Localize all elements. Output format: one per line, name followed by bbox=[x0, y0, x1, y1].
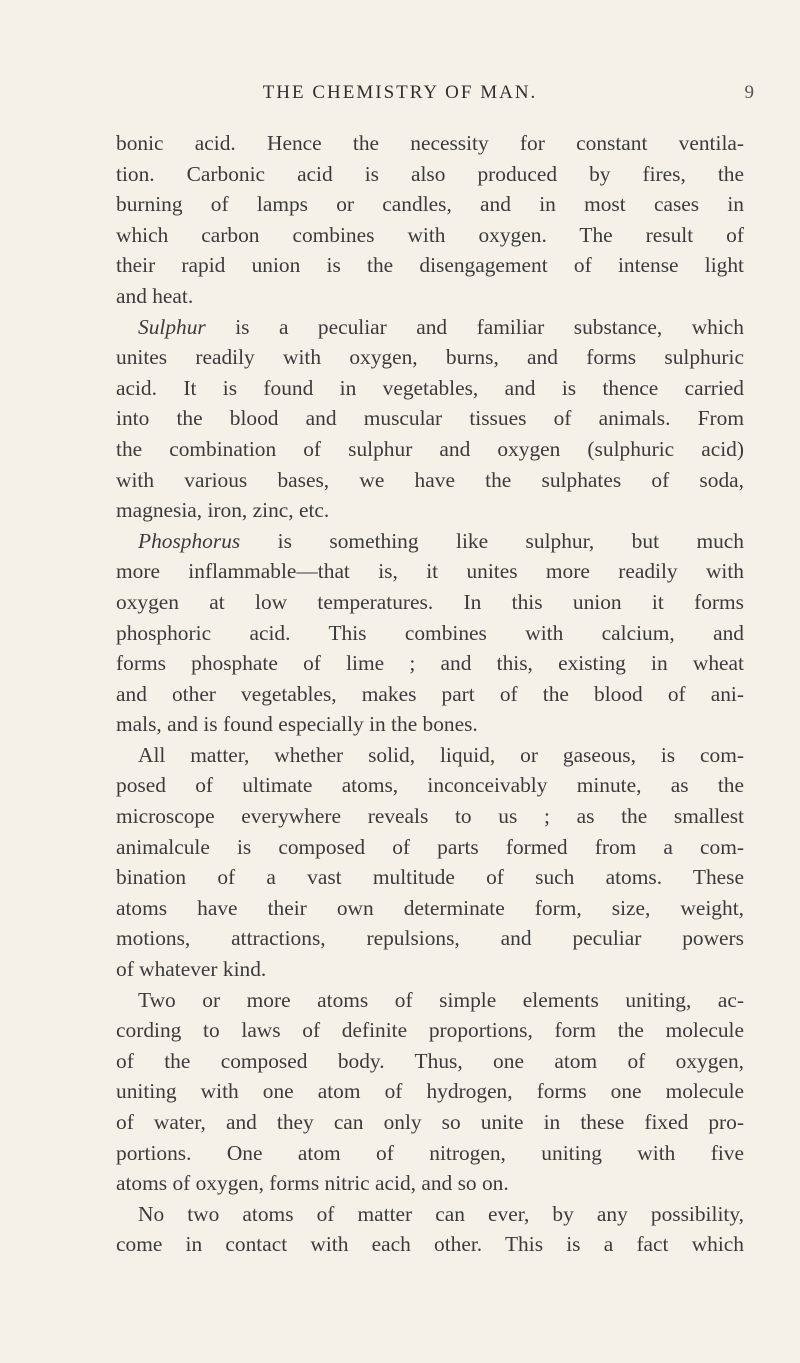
line-text: acid. It is found in vegetables, and is thence carried bbox=[116, 375, 744, 400]
text-line bbox=[116, 465, 744, 496]
text-line bbox=[116, 403, 744, 434]
line-text: microscope everywhere reveals to us ; as the smallest bbox=[116, 804, 744, 829]
text-line bbox=[116, 434, 744, 465]
text-line bbox=[116, 1168, 744, 1199]
text-line bbox=[116, 740, 744, 771]
text-line bbox=[116, 893, 744, 924]
line-text: posed of ultimate atoms, inconceivably minute, as the bbox=[116, 773, 744, 798]
line-text: with various bases, we have the sulphates of soda, bbox=[116, 467, 744, 492]
line-text: the combination of sulphur and oxygen (sulphuric acid) bbox=[116, 436, 744, 461]
line-text: unites readily with oxygen, burns, and forms sulphuric bbox=[116, 345, 744, 370]
line-text: of water, and they can only so unite in these fixed pro- bbox=[116, 1110, 744, 1134]
text-line bbox=[116, 250, 744, 281]
text-line bbox=[116, 648, 744, 679]
line-text: atoms of oxygen, forms nitric acid, and so on. bbox=[116, 1171, 509, 1196]
text-line bbox=[116, 770, 744, 801]
text-line bbox=[116, 189, 744, 220]
text-line bbox=[116, 312, 744, 343]
line-text: animalcule is composed of parts formed from a com- bbox=[116, 834, 744, 859]
line-text: magnesia, iron, zinc, etc. bbox=[116, 498, 330, 523]
text-line bbox=[116, 1015, 744, 1046]
page-number: 9 bbox=[744, 82, 754, 103]
line-text: No two atoms of matter can ever, by any possibility, bbox=[138, 1201, 744, 1226]
running-head-title: THE CHEMISTRY OF MAN. bbox=[262, 82, 538, 103]
line-text: oxygen at low temperatures. In this union it forms bbox=[116, 589, 744, 614]
text-line bbox=[116, 1107, 744, 1138]
text-line bbox=[116, 159, 744, 190]
text-line bbox=[116, 526, 744, 557]
line-text: of the composed body. Thus, one atom of oxygen, bbox=[116, 1048, 744, 1073]
line-text: bonic acid. Hence the necessity for constant ventila- bbox=[116, 131, 744, 155]
line-text: forms phosphate of lime ; and this, existing in wheat bbox=[116, 651, 744, 676]
text-line bbox=[116, 128, 744, 159]
line-text: into the blood and muscular tissues of animals. From bbox=[116, 406, 744, 431]
line-text: All matter, whether solid, liquid, or gaseous, is com- bbox=[138, 742, 744, 767]
text-line bbox=[116, 556, 744, 587]
line-text: burning of lamps or candles, and in most cases in bbox=[116, 192, 744, 217]
text-line bbox=[116, 923, 744, 954]
text-line bbox=[116, 832, 744, 863]
line-text: cording to laws of definite proportions, form the molecule bbox=[116, 1018, 744, 1043]
text-line bbox=[116, 1229, 744, 1260]
line-text: atoms have their own determinate form, size, weight, bbox=[116, 895, 744, 920]
line-text: is something like sulphur, but much bbox=[240, 528, 744, 553]
text-line bbox=[116, 985, 744, 1016]
line-text: phosphoric acid. This combines with calcium, and bbox=[116, 620, 744, 645]
line-text: come in contact with each other. This is a fact which bbox=[116, 1232, 744, 1257]
text-line bbox=[116, 1138, 744, 1169]
line-text: which carbon combines with oxygen. The result of bbox=[116, 222, 744, 247]
line-text: their rapid union is the disengagement of intense light bbox=[116, 253, 744, 278]
text-line bbox=[116, 587, 744, 618]
line-text: uniting with one atom of hydrogen, forms one molecule bbox=[116, 1079, 744, 1104]
line-text: bination of a vast multitude of such atoms. These bbox=[116, 865, 744, 890]
text-line bbox=[116, 801, 744, 832]
text-line bbox=[116, 373, 744, 404]
line-text: tion. Carbonic acid is also produced by fires, the bbox=[116, 161, 744, 186]
text-line bbox=[116, 495, 744, 526]
line-text: more inflammable—that is, it unites more readily with bbox=[116, 559, 744, 584]
text-line bbox=[116, 862, 744, 893]
line-text: portions. One atom of nitrogen, uniting with five bbox=[116, 1140, 744, 1165]
line-text: and heat. bbox=[116, 283, 194, 308]
running-head bbox=[0, 78, 800, 108]
text-line bbox=[116, 1076, 744, 1107]
line-text: and other vegetables, makes part of the blood of ani- bbox=[116, 681, 744, 706]
italic-term: Sulphur bbox=[138, 314, 206, 339]
line-text: Two or more atoms of simple elements uniting, ac- bbox=[138, 987, 744, 1012]
line-text: of whatever kind. bbox=[116, 957, 267, 982]
body-text bbox=[116, 128, 744, 1260]
italic-term: Phosphorus bbox=[138, 528, 241, 553]
line-text: motions, attractions, repulsions, and peculiar powers bbox=[116, 926, 744, 951]
text-line bbox=[116, 1199, 744, 1230]
text-line bbox=[116, 342, 744, 373]
line-text: is a peculiar and familiar substance, which bbox=[205, 314, 744, 339]
text-line bbox=[116, 954, 744, 985]
text-line bbox=[116, 1046, 744, 1077]
text-line bbox=[116, 220, 744, 251]
line-text: mals, and is found especially in the bones. bbox=[116, 712, 478, 737]
text-line bbox=[116, 281, 744, 312]
text-line bbox=[116, 618, 744, 649]
text-line bbox=[116, 679, 744, 710]
text-line bbox=[116, 709, 744, 740]
